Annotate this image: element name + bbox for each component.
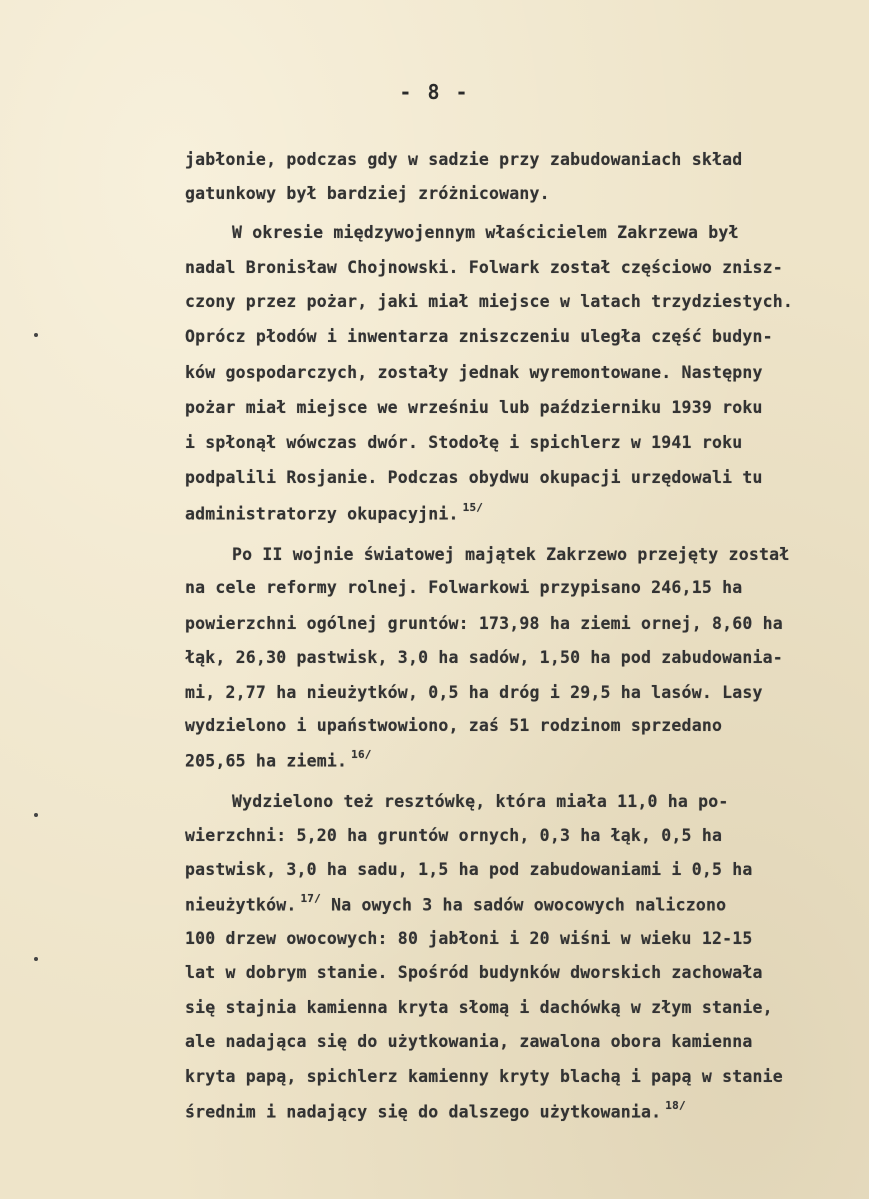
line-text: wydzielono i upaństwowiono, zaś 51 rodzinom sprzedano (185, 716, 723, 735)
page-number: - 8 - (399, 80, 470, 104)
text-line (185, 894, 726, 915)
text-line (185, 1067, 783, 1086)
line-text: nadal Bronisław Chojnowski. Folwark został częściowo znisz- (185, 258, 783, 277)
line-text: średnim i nadający się do dalszego użytkowania. (185, 1102, 662, 1122)
line-text: 205,65 ha ziemi. (185, 751, 348, 771)
margin-mark (34, 333, 38, 337)
footnote-ref: 17/ (300, 892, 321, 905)
line-text: na cele reformy rolnej. Folwarkowi przypisano 246,15 ha (185, 578, 743, 597)
line-text: mi, 2,77 ha nieużytków, 0,5 ha dróg i 29,5 ha lasów. Lasy (185, 683, 763, 702)
text-line (185, 468, 763, 487)
line-text: pastwisk, 3,0 ha sadu, 1,5 ha pod zabudowaniami i 0,5 ha (185, 860, 753, 879)
line-text: lat w dobrym stanie. Spośród budynków dworskich zachowała (185, 963, 763, 982)
text-line (185, 998, 773, 1017)
text-line (185, 750, 372, 771)
line-text: pożar miał miejsce we wrześniu lub październiku 1939 roku (185, 398, 763, 417)
line-text-continued: Na owych 3 ha sadów owocowych naliczono (320, 895, 727, 915)
text-line (185, 860, 753, 879)
text-line (185, 150, 742, 169)
line-text: W okresie międzywojennym właścicielem Zakrzewa był (232, 223, 739, 242)
text-line (185, 648, 783, 667)
text-line (185, 1032, 753, 1051)
line-text: gatunkowy był bardziej zróżnicowany. (185, 184, 550, 203)
text-line (185, 433, 742, 452)
text-line (185, 398, 763, 417)
margin-mark (34, 813, 38, 817)
text-line (185, 1101, 686, 1122)
text-line (185, 963, 763, 982)
text-line (185, 716, 722, 735)
line-text: powierzchni ogólnej gruntów: 173,98 ha ziemi ornej, 8,60 ha (185, 614, 783, 633)
line-text: i spłonął wówczas dwór. Stodołę i spichlerz w 1941 roku (185, 433, 743, 452)
text-line (185, 683, 763, 702)
line-text: wierzchni: 5,20 ha gruntów ornych, 0,3 ha łąk, 0,5 ha (185, 826, 723, 845)
line-text: ale nadająca się do użytkowania, zawalona obora kamienna (185, 1032, 753, 1051)
footnote-ref: 15/ (462, 501, 484, 514)
text-line (185, 578, 742, 597)
line-text: kryta papą, spichlerz kamienny kryty blachą i papą w stanie (185, 1067, 783, 1086)
text-line (185, 258, 783, 277)
line-text: czony przez pożar, jaki miał miejsce w latach trzydziestych. (185, 292, 794, 311)
text-line (232, 792, 729, 811)
text-line (185, 327, 773, 346)
line-text: się stajnia kamienna kryta słomą i dachówką w złym stanie, (185, 998, 773, 1017)
line-text: jabłonie, podczas gdy w sadzie przy zabudowaniach skład (185, 150, 743, 169)
text-line (232, 545, 789, 564)
text-line (185, 184, 550, 203)
line-text: Po II wojnie światowej majątek Zakrzewo przejęty został (232, 545, 790, 564)
text-line (185, 929, 753, 948)
line-text: nieużytków. (185, 895, 297, 915)
line-text: administratorzy okupacyjni. (185, 504, 459, 524)
footnote-ref: 16/ (351, 748, 372, 761)
line-text: łąk, 26,30 pastwisk, 3,0 ha sadów, 1,50 ha pod zabudowania- (185, 648, 783, 667)
line-text: 100 drzew owocowych: 80 jabłoni i 20 wiśni w wieku 12-15 (185, 929, 753, 948)
margin-mark (34, 957, 38, 961)
line-text: ków gospodarczych, zostały jednak wyremontowane. Następny (185, 363, 763, 382)
line-text: Oprócz płodów i inwentarza zniszczeniu uległa część budyn- (185, 327, 773, 346)
line-text: Wydzielono też resztówkę, która miała 11,0 ha po- (232, 792, 729, 811)
footnote-ref: 18/ (665, 1099, 686, 1112)
text-line (185, 292, 793, 311)
line-text: podpalili Rosjanie. Podczas obydwu okupacji urzędowali tu (185, 468, 763, 487)
text-line (185, 503, 483, 524)
text-line (185, 614, 783, 633)
text-line (232, 223, 739, 242)
text-line (185, 363, 763, 382)
text-line (185, 826, 722, 845)
